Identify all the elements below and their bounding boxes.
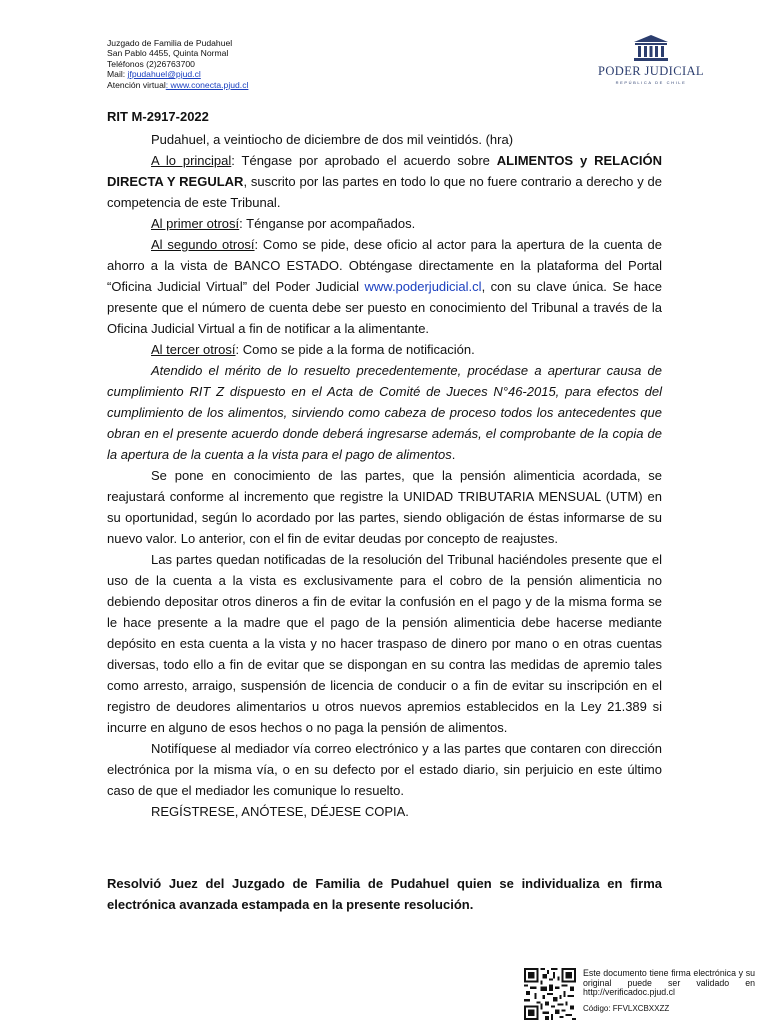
court-virtual	[107, 80, 248, 90]
verification-code: Código: FFVLXCBXXZZ	[583, 1003, 670, 1013]
paragraph-segundo-otrosi: Al segundo otrosí: Como se pide, dese oficio al actor para la apertura de la cuenta de ahorro a la vista de BANCO ESTADO. Obténgase directamente en la plataforma del Portal “Oficina Judicial Virtual” del Poder Judicial www.poderjudicial.cl, con su clave única. Se hace presente que el número de cuenta debe ser puesto en conocimiento del Tribunal a través de la Oficina Judicial Virtual a fin de notificar a la alimentante.	[107, 237, 663, 336]
paragraph-primer-otrosi: Al primer otrosí: Ténganse por acompañados.	[151, 216, 416, 231]
virtual-label: Atención virtual	[107, 79, 166, 90]
verification-text: Este documento tiene firma electrónica y su original puede ser validado en http://verificadoc.pjud.cl	[583, 968, 755, 998]
court-header	[107, 38, 248, 90]
verification-note	[583, 969, 755, 1013]
paragraph-principal: A lo principal: Téngase por aprobado el acuerdo sobre ALIMENTOS y RELACIÓN DIRECTA Y REGULAR, suscrito por las partes en todo lo que no fuere contrario a derecho y de competencia de este Tribunal.	[107, 153, 662, 210]
paragraph-mediador: Notifíquese al mediador vía correo electrónico y a las partes que contaren con dirección electrónica por la misma vía, o en su defecto por el estado diario, sin perjuicio en este último caso de que el mediador les comunique lo resuelto.	[107, 741, 662, 798]
poder-judicial-logo	[592, 34, 710, 88]
paragraph-date: Pudahuel, a veintiocho de diciembre de dos mil veintidós. (hra)	[151, 132, 514, 147]
resolution-body	[107, 129, 662, 822]
paragraph-reajuste: Se pone en conocimiento de las partes, que la pensión alimenticia acordada, se reajustará conforme al incremento que registre la UNIDAD TRIBUTARIA MENSUAL (UTM) en su oportunidad, según lo acordado por las partes, siendo obligación de éstas informarse de su nuevo valor. Lo anterior, con el fin de evitar deudas por concepto de reajustes.	[107, 468, 662, 546]
court-mail	[107, 69, 248, 79]
paragraph-notificacion: Las partes quedan notificadas de la resolución del Tribunal haciéndoles presente que el uso de la cuenta a la vista es exclusivamente para el cobro de la pensión alimenticia no debiendo depositar otros dineros a fin de evitar la confusión en el pago y de la misma forma se le hace presente a la madre que el pago de la pensión alimenticia debe hacerse mediante depósito en esta cuenta a la vista y no hacer traspaso de dinero por mano o en otras cuentas diversas, todo ello a fin de evitar que se dispongan en su contra las medidas de apremio tales como arresto, arraigo, suspensión de licencia de conducir o a fin de evitar su inscripción en el registro de deudores alimentarios u otros nuevos apremios establecidos en la Ley 21.389 si incurre en alguno de esos hechos o no paga la pensión de alimentos.	[107, 552, 662, 735]
poder-judicial-link[interactable]: www.poderjudicial.cl	[364, 279, 482, 294]
virtual-link[interactable]: : www.conecta.pjud.cl	[165, 79, 249, 90]
courthouse-icon	[631, 34, 671, 62]
logo-name: PODER JUDICIAL	[598, 64, 704, 78]
qr-code-icon	[524, 968, 576, 1020]
paragraph-registrese: REGÍSTRESE, ANÓTESE, DÉJESE COPIA.	[151, 804, 409, 819]
paragraph-cumplimiento: Atendido el mérito de lo resuelto precedentemente, procédase a aperturar causa de cumplimiento RIT Z dispuesto en el Acta de Comité de Jueces N°46-2015, para efectos del cumplimiento de los alimentos, sirviendo como cabeza de proceso todos los antecedentes que obran en el presente acuerdo donde deberá ingresarse además, el comprobante de la copia de la apertura de la cuenta a la vista para el pago de alimentos.	[107, 363, 662, 462]
principal-bold: ALIMENTOS y RELACIÓN DIRECTA Y REGULAR	[107, 153, 662, 189]
court-phone: Teléfonos (2)26763700	[107, 58, 195, 69]
mail-link[interactable]: jfpudahuel@pjud.cl	[127, 69, 201, 80]
case-number: RIT M-2917-2022	[107, 109, 209, 124]
principal-label: A lo principal	[151, 153, 232, 168]
signature-statement: Resolvió Juez del Juzgado de Familia de Pudahuel quien se individualiza en firma electrónica avanzada estampada en la presente resolución.	[107, 876, 662, 912]
court-address: San Pablo 4455, Quinta Normal	[107, 48, 229, 59]
court-name: Juzgado de Familia de Pudahuel	[107, 38, 233, 48]
mail-label: Mail:	[107, 69, 128, 80]
logo-subtitle: REPÚBLICA DE CHILE	[615, 80, 687, 85]
paragraph-tercer-otrosi: Al tercer otrosí: Como se pide a la forma de notificación.	[151, 342, 475, 357]
